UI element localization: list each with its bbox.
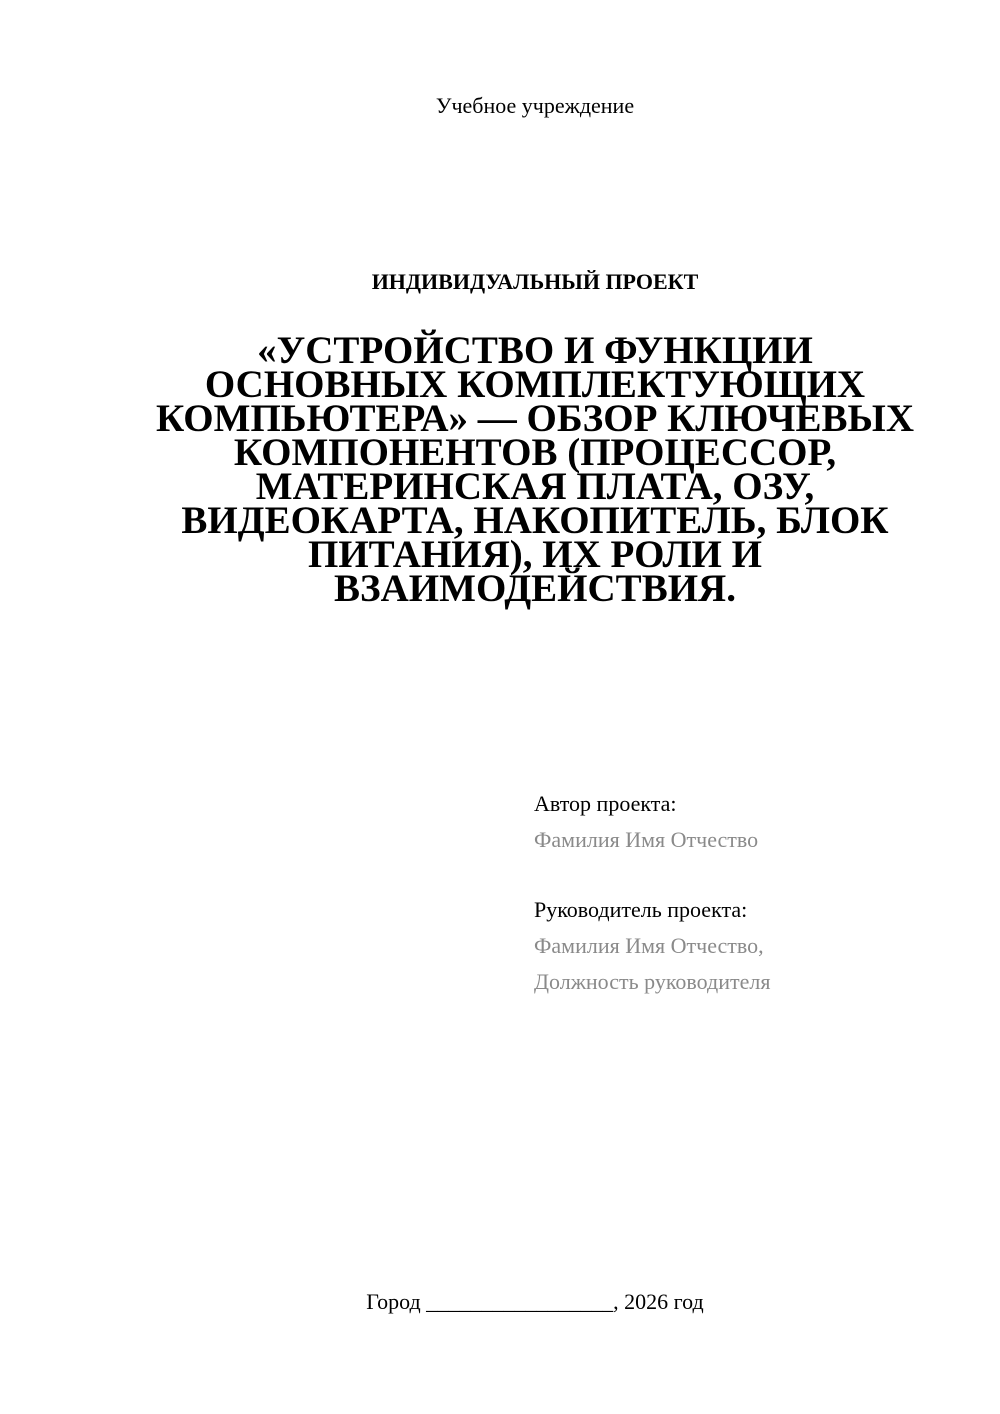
project-title: «УСТРОЙСТВО И ФУНКЦИИ ОСНОВНЫХ КОМПЛЕКТУЮЩИХ КОМПЬЮТЕРА» — ОБЗОР КЛЮЧЕВЫХ КОМПОНЕНТОВ (ПРОЦЕССОР, МАТЕРИНСКАЯ ПЛАТА, ОЗУ, ВИДЕОКАРТА, НАКОПИТЕЛЬ, БЛОК ПИТАНИЯ), ИХ РОЛИ И ВЗАИМОДЕЙСТВИЯ. (155, 329, 915, 610)
supervisor-position: Должность руководителя (534, 969, 771, 994)
supervisor-label: Руководитель проекта: (534, 897, 748, 922)
author-block (534, 786, 974, 858)
institution-name: Учебное учреждение (435, 93, 635, 118)
supervisor-name: Фамилия Имя Отчество, (534, 933, 764, 958)
project-type-heading: ИНДИВИДУАЛЬНЫЙ ПРОЕКТ (371, 269, 699, 294)
author-label: Автор проекта: (534, 791, 677, 816)
author-name: Фамилия Имя Отчество (534, 827, 759, 852)
city-year-footer: Город _________________, 2026 год (366, 1289, 704, 1314)
supervisor-block (534, 892, 974, 1000)
